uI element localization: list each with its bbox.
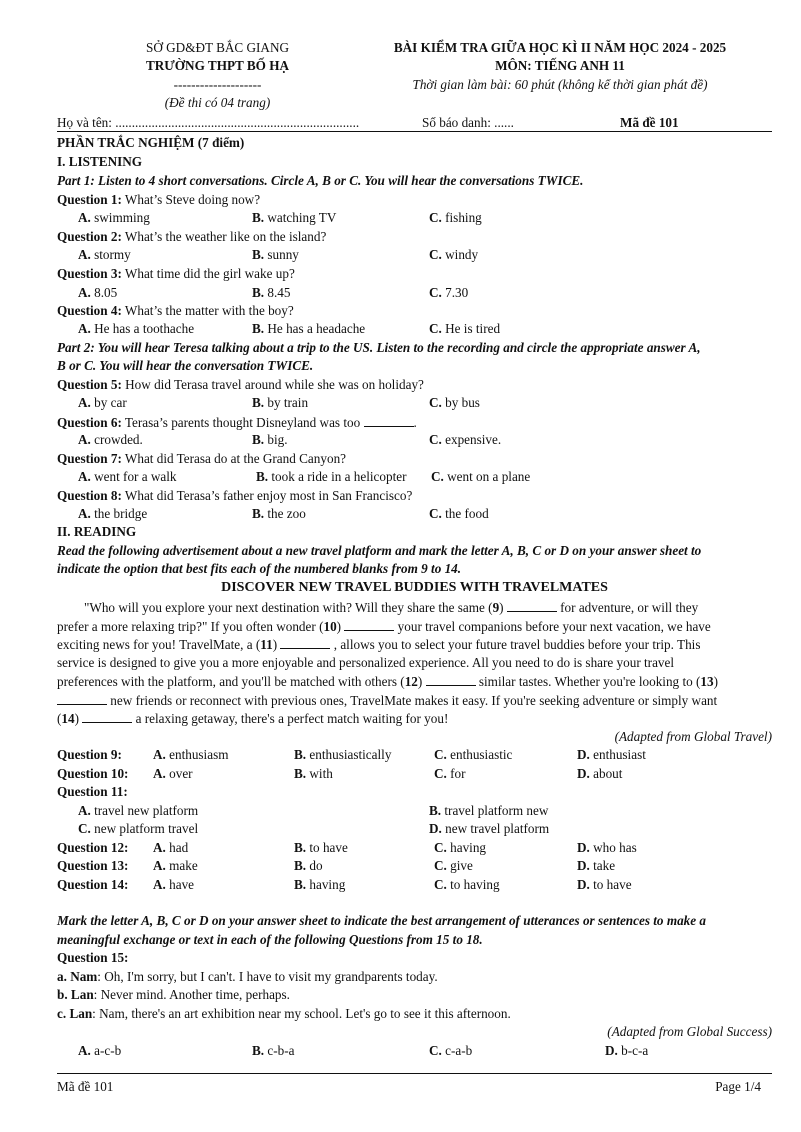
question-stem: Question 8: What did Terasa’s father enjoy most in San Francisco? xyxy=(57,488,413,503)
option-a[interactable]: A. enthusiasm xyxy=(153,747,229,762)
question-label: Question 11: xyxy=(57,784,128,799)
passage-source: (Adapted from Global Travel) xyxy=(614,729,772,744)
option-b[interactable]: B. the zoo xyxy=(252,506,306,521)
option-c[interactable]: C. to having xyxy=(434,877,500,892)
student-name-field: Họ và tên: .......................................................................... xyxy=(57,115,360,130)
answer-blank xyxy=(344,619,394,631)
option-b[interactable]: B. 8.45 xyxy=(252,285,291,300)
footer-rule xyxy=(57,1073,772,1074)
question-stem: Question 4: What’s the matter with the boy? xyxy=(57,303,294,318)
question-label: Question 15: xyxy=(57,950,129,965)
passage-line: "Who will you explore your next destination with? Will they share the same (9) for adventure, or will they xyxy=(84,600,699,615)
part1-instruction: Part 1: Listen to 4 short conversations. Circle A, B or C. You will hear the conversations TWICE. xyxy=(57,173,584,188)
option-c[interactable]: C. the food xyxy=(429,506,489,521)
option-b[interactable]: B. with xyxy=(294,766,333,781)
option-a[interactable]: A. swimming xyxy=(78,210,150,225)
utterance-b: b. Lan: Never mind. Another time, perhaps. xyxy=(57,987,290,1002)
question-stem: Question 7: What did Terasa do at the Grand Canyon? xyxy=(57,451,347,466)
page-number: Page 1/4 xyxy=(715,1079,761,1094)
option-a[interactable]: A. have xyxy=(153,877,195,892)
part2-instruction: Part 2: You will hear Teresa talking about a trip to the US. Listen to the recording and circle the appropriate answer A, xyxy=(57,340,701,355)
option-c[interactable]: C. give xyxy=(434,858,473,873)
passage-line: prefer a more relaxing trip?" If you often wonder (10) your travel companions before your next vacation, we have xyxy=(57,619,711,634)
option-b[interactable]: B. do xyxy=(294,858,323,873)
option-b[interactable]: B. to have xyxy=(294,840,348,855)
option-a[interactable]: A. the bridge xyxy=(78,506,148,521)
option-a[interactable]: A. He has a toothache xyxy=(78,321,195,336)
question-stem: Question 6: Terasa’s parents thought Disneyland was too . xyxy=(57,415,417,430)
option-a[interactable]: A. make xyxy=(153,858,198,873)
answer-blank xyxy=(426,674,476,686)
option-b[interactable]: B. took a ride in a helicopter xyxy=(256,469,407,484)
option-a[interactable]: A. 8.05 xyxy=(78,285,118,300)
passage-line: new friends or reconnect with previous ones, TravelMate makes it easy. If you're seeking adventure or simply want xyxy=(57,693,717,707)
option-c[interactable]: C. enthusiastic xyxy=(434,747,513,762)
option-d[interactable]: D. b-c-a xyxy=(605,1043,649,1058)
question-label: Question 10: xyxy=(57,766,129,781)
option-b[interactable]: B. sunny xyxy=(252,247,299,262)
option-b[interactable]: B. by train xyxy=(252,395,309,410)
answer-blank xyxy=(364,415,414,427)
passage-line: service is designed to give you a more enjoyable and personalized experience. All you need to do is share your travel xyxy=(57,655,675,670)
passage-line: exciting news for you! TravelMate, a (11) , allows you to select your future travel buddies before your trip. This xyxy=(57,637,701,652)
option-b[interactable]: B. c-b-a xyxy=(252,1043,295,1058)
candidate-number-field: Số báo danh: ...... xyxy=(422,115,514,130)
reading-heading: II. READING xyxy=(57,524,137,539)
question-label: Question 9: xyxy=(57,747,122,762)
department-name: SỞ GD&ĐT BẮC GIANG xyxy=(146,40,289,55)
subject-title: MÔN: TIẾNG ANH 11 xyxy=(495,58,625,73)
option-c[interactable]: C. fishing xyxy=(429,210,482,225)
option-d[interactable]: D. who has xyxy=(577,840,637,855)
utterance-a: a. Nam: Oh, I'm sorry, but I can't. I have to visit my grandparents today. xyxy=(57,969,438,984)
part2-instruction: B or C. You will hear the conversation TWICE. xyxy=(57,358,314,373)
answer-blank xyxy=(507,600,557,612)
option-c[interactable]: C. He is tired xyxy=(429,321,501,336)
option-a[interactable]: A. went for a walk xyxy=(78,469,177,484)
option-c[interactable]: C. expensive. xyxy=(429,432,502,447)
option-d[interactable]: D. take xyxy=(577,858,616,873)
listening-heading: I. LISTENING xyxy=(57,154,143,169)
time-allowed: Thời gian làm bài: 60 phút (không kể thời gian phát đề) xyxy=(412,77,708,92)
arrangement-instruction: Mark the letter A, B, C or D on your answer sheet to indicate the best arrangement of utterances or sentences to make a xyxy=(57,913,707,928)
passage-line: preferences with the platform, and you'll be matched with others (12) similar tastes. Whether you're looking to (13) xyxy=(57,674,718,689)
reading-instruction: indicate the option that best fits each of the numbered blanks from 9 to 14. xyxy=(57,561,462,576)
answer-blank xyxy=(82,711,132,723)
answer-blank xyxy=(280,637,330,649)
question-stem: Question 3: What time did the girl wake up? xyxy=(57,266,295,281)
option-b[interactable]: B. He has a headache xyxy=(252,321,366,336)
option-b[interactable]: B. enthusiastically xyxy=(294,747,392,762)
option-a[interactable]: A. travel new platform xyxy=(78,803,199,818)
option-b[interactable]: B. travel platform new xyxy=(429,803,549,818)
question-stem: Question 2: What’s the weather like on the island? xyxy=(57,229,327,244)
option-d[interactable]: D. enthusiast xyxy=(577,747,646,762)
question-label: Question 12: xyxy=(57,840,129,855)
option-a[interactable]: A. had xyxy=(153,840,189,855)
passage-source: (Adapted from Global Success) xyxy=(607,1024,772,1039)
advertisement-title: DISCOVER NEW TRAVEL BUDDIES WITH TRAVELMATES xyxy=(221,580,608,595)
question-label: Question 13: xyxy=(57,858,129,873)
header-divider-text: -------------------- xyxy=(173,77,262,92)
option-a[interactable]: A. by car xyxy=(78,395,127,410)
section-title: PHẦN TRẮC NGHIỆM (7 điểm) xyxy=(57,135,245,150)
page-count-note: (Đề thi có 04 trang) xyxy=(164,95,271,110)
question-stem: Question 5: How did Terasa travel around while she was on holiday? xyxy=(57,377,424,392)
option-a[interactable]: A. over xyxy=(153,766,193,781)
school-name: TRƯỜNG THPT BỐ HẠ xyxy=(145,58,289,73)
option-c[interactable]: C. c-a-b xyxy=(429,1043,473,1058)
option-b[interactable]: B. watching TV xyxy=(252,210,337,225)
passage-line: (14) a relaxing getaway, there's a perfect match waiting for you! xyxy=(57,711,449,726)
header-rule xyxy=(57,131,772,132)
option-b[interactable]: B. having xyxy=(294,877,346,892)
option-c[interactable]: C. having xyxy=(434,840,487,855)
option-c[interactable]: C. 7.30 xyxy=(429,285,469,300)
exam-code: Mã đề 101 xyxy=(620,115,679,130)
exam-title: BÀI KIỂM TRA GIỮA HỌC KÌ II NĂM HỌC 2024 - 2025 xyxy=(393,40,727,55)
option-c[interactable]: C. for xyxy=(434,766,466,781)
question-label: Question 14: xyxy=(57,877,129,892)
footer-exam-code: Mã đề 101 xyxy=(57,1079,114,1094)
option-a[interactable]: A. stormy xyxy=(78,247,131,262)
option-b[interactable]: B. big. xyxy=(252,432,288,447)
option-d[interactable]: D. new travel platform xyxy=(429,821,550,836)
option-c[interactable]: C. new platform travel xyxy=(78,821,199,836)
reading-instruction: Read the following advertisement about a new travel platform and mark the letter A, B, C or D on your answer sheet to xyxy=(57,543,702,558)
option-a[interactable]: A. crowded. xyxy=(78,432,143,447)
option-d[interactable]: D. about xyxy=(577,766,623,781)
option-c[interactable]: C. by bus xyxy=(429,395,480,410)
option-a[interactable]: A. a-c-b xyxy=(78,1043,122,1058)
utterance-c: c. Lan: Nam, there's an art exhibition near my school. Let's go to see it this afternoon. xyxy=(57,1006,511,1021)
question-stem: Question 1: What’s Steve doing now? xyxy=(57,192,261,207)
arrangement-instruction: meaningful exchange or text in each of the following Questions from 15 to 18. xyxy=(57,932,483,947)
answer-blank xyxy=(57,693,107,705)
option-d[interactable]: D. to have xyxy=(577,877,632,892)
option-c[interactable]: C. went on a plane xyxy=(431,469,531,484)
option-c[interactable]: C. windy xyxy=(429,247,479,262)
